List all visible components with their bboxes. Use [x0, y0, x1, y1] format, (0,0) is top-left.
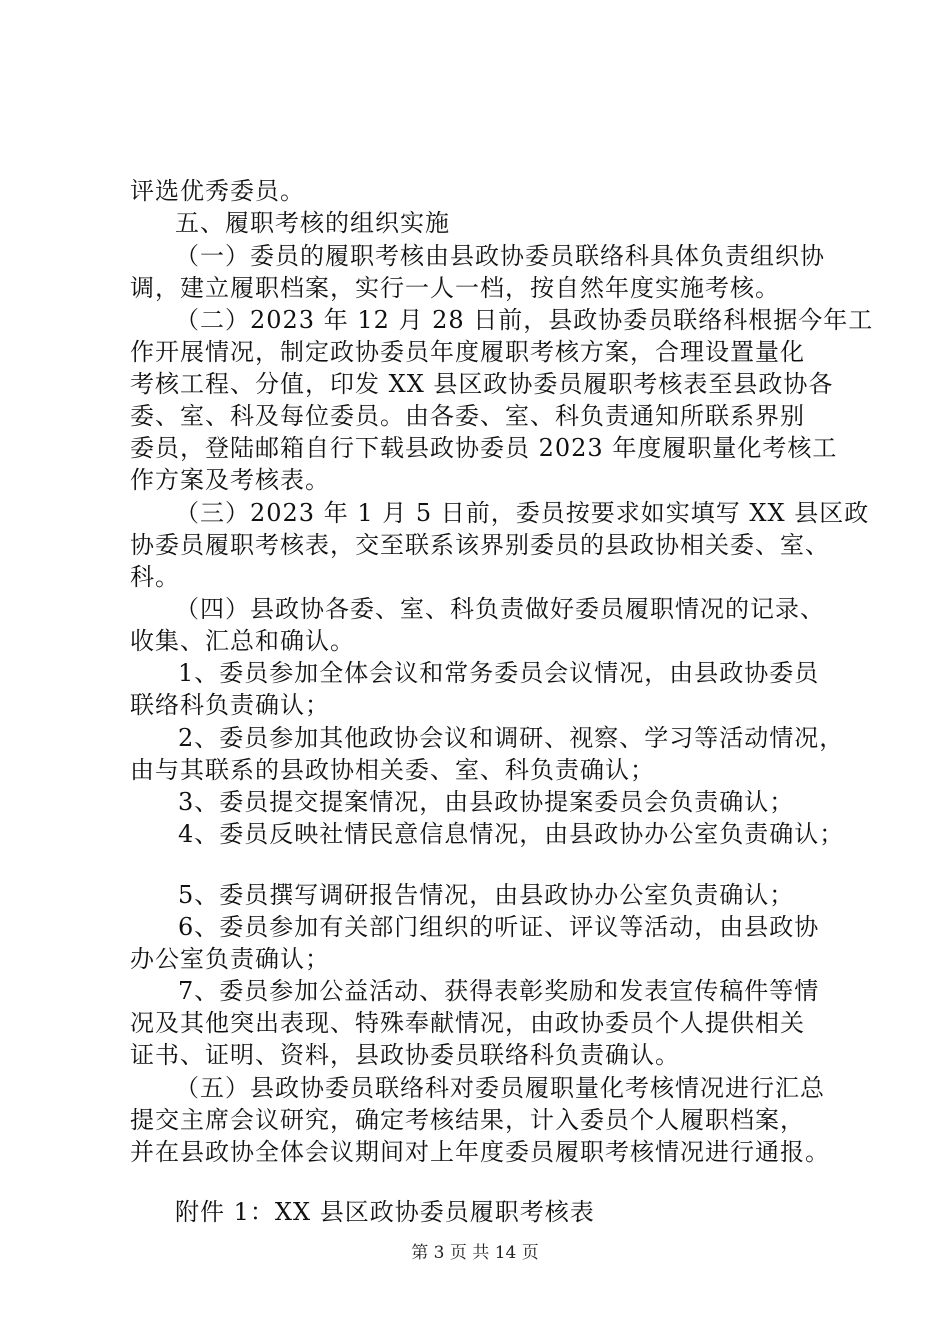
- paragraph-line: 作开展情况，制定政协委员年度履职考核方案，合理设置量化: [130, 338, 805, 366]
- list-item: 7、委员参加公益活动、获得表彰奖励和发表宣传稿件等情: [178, 977, 820, 1005]
- list-item: 5、委员撰写调研报告情况，由县政协办公室负责确认；: [178, 881, 795, 909]
- paragraph-line: （二）2023 年 12 月 28 日前，县政协委员联络科根据今年工: [175, 306, 874, 334]
- paragraph-line: 提交主席会议研究，确定考核结果，计入委员个人履职档案，: [130, 1106, 805, 1134]
- list-item-continuation: 由与其联系的县政协相关委、室、科负责确认；: [130, 756, 655, 784]
- paragraph-line: 调，建立履职档案，实行一人一档，按自然年度实施考核。: [130, 274, 780, 302]
- paragraph-line: （五）县政协委员联络科对委员履职量化考核情况进行汇总: [175, 1074, 825, 1102]
- paragraph-line: 委员，登陆邮箱自行下载县政协委员 2023 年度履职量化考核工: [130, 434, 838, 462]
- page-number-footer: 第 3 页 共 14 页: [411, 1243, 539, 1263]
- list-item: 1、委员参加全体会议和常务委员会议情况，由县政协委员: [178, 659, 820, 687]
- list-item-continuation: 况及其他突出表现、特殊奉献情况，由政协委员个人提供相关: [130, 1009, 805, 1037]
- list-item: 4、委员反映社情民意信息情况，由县政协办公室负责确认；: [178, 820, 845, 848]
- paragraph-line: 并在县政协全体会议期间对上年度委员履职考核情况进行通报。: [130, 1138, 830, 1166]
- paragraph-line: 评选优秀委员。: [130, 177, 305, 205]
- paragraph-line: （一）委员的履职考核由县政协委员联络科具体负责组织协: [175, 242, 825, 270]
- list-item: 6、委员参加有关部门组织的听证、评议等活动，由县政协: [178, 913, 820, 941]
- list-item-continuation: 办公室负责确认；: [130, 945, 330, 973]
- list-item-continuation: 证书、证明、资料，县政协委员联络科负责确认。: [130, 1041, 680, 1069]
- paragraph-line: 委、室、科及每位委员。由各委、室、科负责通知所联系界别: [130, 402, 805, 430]
- list-item: 2、委员参加其他政协会议和调研、视察、学习等活动情况，: [178, 724, 845, 752]
- paragraph-line: （三）2023 年 1 月 5 日前，委员按要求如实填写 XX 县区政: [175, 499, 870, 527]
- paragraph-line: 作方案及考核表。: [130, 466, 330, 494]
- paragraph-line: 考核工程、分值，印发 XX 县区政协委员履职考核表至县政协各: [130, 370, 834, 398]
- list-item: 3、委员提交提案情况，由县政协提案委员会负责确认；: [178, 788, 795, 816]
- attachment-line: 附件 1：XX 县区政协委员履职考核表: [175, 1198, 595, 1226]
- list-item-continuation: 联络科负责确认；: [130, 691, 330, 719]
- section-heading: 五、履职考核的组织实施: [175, 209, 450, 237]
- paragraph-line: 收集、汇总和确认。: [130, 627, 355, 655]
- paragraph-line: （四）县政协各委、室、科负责做好委员履职情况的记录、: [175, 595, 825, 623]
- paragraph-line: 科。: [130, 563, 180, 591]
- paragraph-line: 协委员履职考核表，交至联系该界别委员的县政协相关委、室、: [130, 531, 830, 559]
